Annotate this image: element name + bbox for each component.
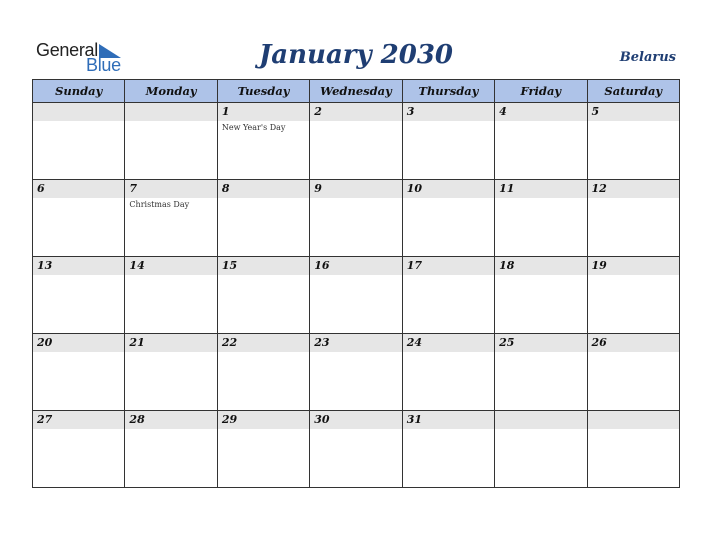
date-strip (33, 334, 124, 352)
day-number: 23 (314, 336, 330, 349)
date-strip (125, 180, 216, 198)
date-strip (218, 103, 309, 121)
date-strip (33, 257, 124, 275)
day-number: 28 (129, 413, 145, 426)
date-strip (310, 180, 401, 198)
day-number: 12 (591, 182, 607, 195)
date-strip (588, 257, 679, 275)
weekday-header-saturday: Saturday (587, 80, 679, 103)
date-strip (588, 411, 679, 429)
week-row (33, 411, 680, 488)
day-number: 26 (591, 336, 607, 349)
weekday-header-thursday: Thursday (402, 80, 494, 103)
day-cell (495, 103, 587, 180)
week-row (33, 180, 680, 257)
day-number: 18 (499, 259, 515, 272)
day-cell (310, 411, 402, 488)
day-number: 30 (314, 413, 330, 426)
date-strip (310, 257, 401, 275)
day-cell (125, 334, 217, 411)
day-number: 7 (129, 182, 138, 195)
day-number: 27 (37, 413, 53, 426)
weekday-header-tuesday: Tuesday (217, 80, 309, 103)
day-cell (310, 334, 402, 411)
week-row (33, 103, 680, 180)
date-strip (588, 103, 679, 121)
date-strip (310, 103, 401, 121)
date-strip (125, 334, 216, 352)
day-cell (402, 411, 494, 488)
calendar-grid (32, 79, 680, 488)
day-number: 1 (221, 105, 230, 118)
logo-text-blue: Blue (86, 55, 121, 75)
day-cell (125, 257, 217, 334)
day-cell (402, 180, 494, 257)
day-cell (402, 103, 494, 180)
day-cell (217, 180, 309, 257)
day-number: 20 (37, 336, 53, 349)
day-number: 24 (406, 336, 422, 349)
day-cell (33, 180, 125, 257)
day-cell (402, 334, 494, 411)
weekday-header-friday: Friday (495, 80, 587, 103)
day-cell (310, 257, 402, 334)
day-cell (310, 180, 402, 257)
day-number: 14 (129, 259, 145, 272)
date-strip (218, 257, 309, 275)
day-cell (125, 411, 217, 488)
logo-text-general: General (36, 40, 98, 60)
day-number: 10 (406, 182, 422, 195)
day-number: 5 (591, 105, 600, 118)
day-number: 13 (37, 259, 53, 272)
date-strip (218, 180, 309, 198)
date-strip (403, 334, 494, 352)
day-number: 31 (406, 413, 422, 426)
day-cell (33, 334, 125, 411)
day-cell (587, 334, 679, 411)
day-cell (217, 411, 309, 488)
day-cell (587, 103, 679, 180)
day-cell (587, 180, 679, 257)
day-cell (495, 257, 587, 334)
day-number: 11 (499, 182, 515, 195)
date-strip (403, 103, 494, 121)
date-strip (495, 334, 586, 352)
day-cell (217, 257, 309, 334)
day-cell (217, 334, 309, 411)
date-strip (495, 411, 586, 429)
date-strip (218, 411, 309, 429)
date-strip (495, 180, 586, 198)
date-strip (495, 103, 586, 121)
day-cell (495, 411, 587, 488)
day-number: 19 (591, 259, 607, 272)
date-strip (33, 103, 124, 121)
date-strip (588, 180, 679, 198)
day-number: 25 (499, 336, 515, 349)
date-strip (403, 257, 494, 275)
week-row (33, 257, 680, 334)
day-cell (125, 103, 217, 180)
day-cell (217, 103, 309, 180)
calendar-title: January 2030 (258, 40, 454, 70)
date-strip (218, 334, 309, 352)
holiday-label: Christmas Day (129, 200, 190, 209)
date-strip (310, 334, 401, 352)
day-cell (310, 103, 402, 180)
day-cell (587, 257, 679, 334)
date-strip (33, 180, 124, 198)
date-strip (125, 257, 216, 275)
weekday-header-wednesday: Wednesday (310, 80, 402, 103)
day-number: 17 (406, 259, 422, 272)
day-number: 8 (221, 182, 230, 195)
week-row (33, 334, 680, 411)
date-strip (403, 411, 494, 429)
date-strip (588, 334, 679, 352)
weekday-header-row (33, 80, 680, 103)
day-cell (587, 411, 679, 488)
day-number: 16 (314, 259, 330, 272)
date-strip (125, 103, 216, 121)
day-cell (33, 257, 125, 334)
date-strip (125, 411, 216, 429)
day-cell (495, 180, 587, 257)
day-number: 6 (37, 182, 45, 195)
date-strip (310, 411, 401, 429)
date-strip (403, 180, 494, 198)
holiday-label: New Year's Day (221, 123, 286, 132)
day-number: 3 (406, 105, 415, 118)
weekday-header-monday: Monday (125, 80, 217, 103)
day-number: 4 (499, 105, 507, 118)
weekday-header-sunday: Sunday (33, 80, 125, 103)
day-number: 21 (129, 336, 145, 349)
date-strip (495, 257, 586, 275)
day-number: 9 (314, 182, 322, 195)
day-number: 22 (221, 336, 238, 349)
date-strip (33, 411, 124, 429)
day-cell (33, 103, 125, 180)
day-cell (495, 334, 587, 411)
day-number: 2 (314, 105, 322, 118)
day-cell (33, 411, 125, 488)
country-name: Belarus (619, 50, 676, 65)
day-number: 29 (221, 413, 238, 426)
day-number: 15 (221, 259, 238, 272)
day-cell (125, 180, 217, 257)
day-cell (402, 257, 494, 334)
calendar-body (33, 103, 680, 488)
